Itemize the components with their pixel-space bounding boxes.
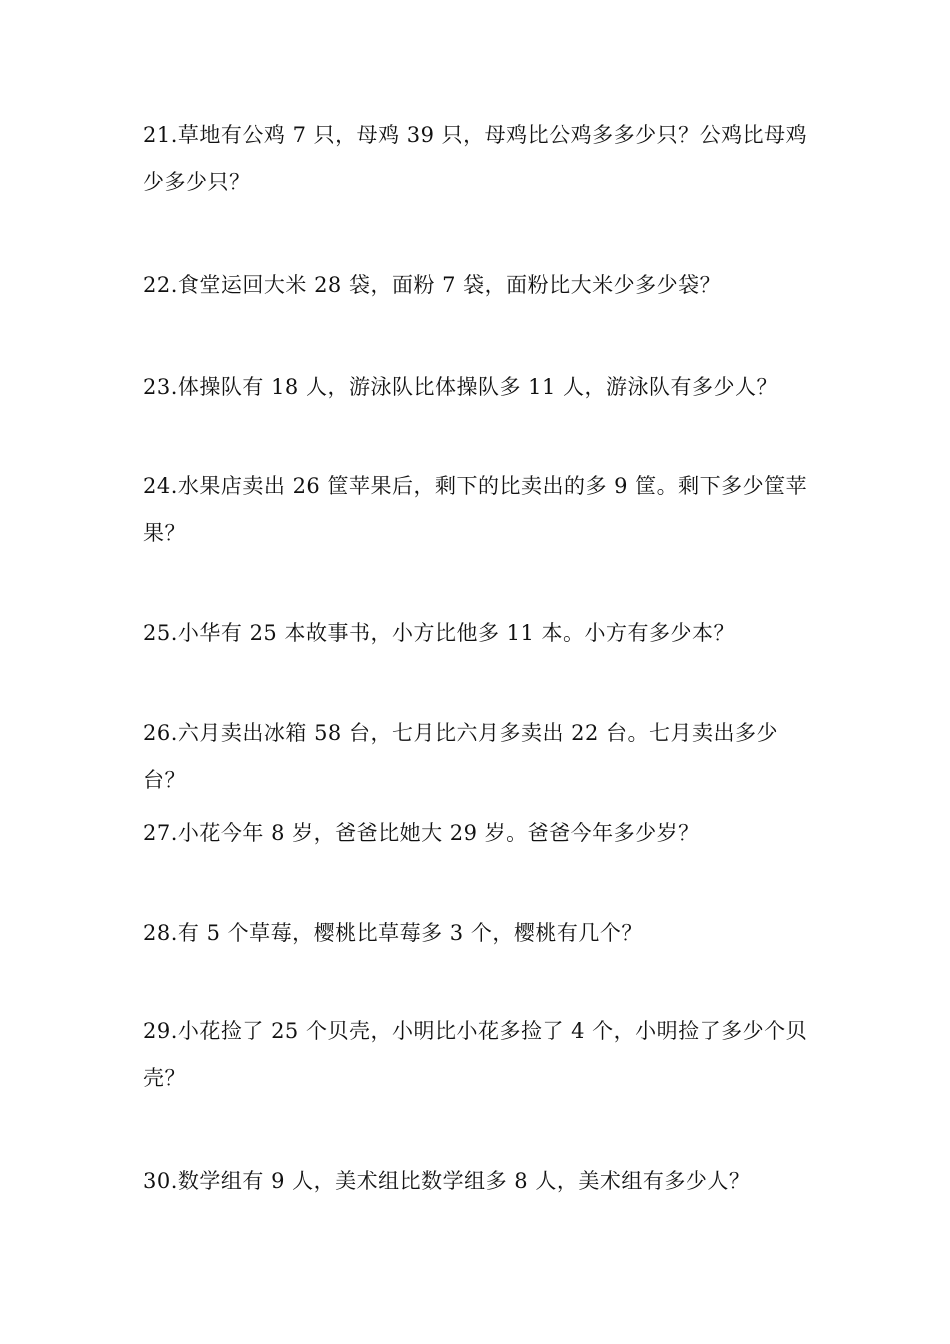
word-problem-29: 29.小花捡了 25 个贝壳，小明比小花多捡了 4 个，小明捡了多少个贝壳？ bbox=[143, 1019, 808, 1090]
word-problem-28: 28.有 5 个草莓，樱桃比草莓多 3 个，樱桃有几个？ bbox=[143, 921, 643, 945]
word-problem-23: 23.体操队有 18 人，游泳队比体操队多 11 人，游泳队有多少人？ bbox=[143, 375, 779, 399]
word-problem-26: 26.六月卖出冰箱 58 台，七月比六月多卖出 22 台。七月卖出多少台？ bbox=[143, 721, 779, 792]
word-problem-30: 30.数学组有 9 人，美术组比数学组多 8 人，美术组有多少人？ bbox=[143, 1169, 751, 1193]
word-problem-27: 27.小花今年 8 岁，爸爸比她大 29 岁。爸爸今年多少岁？ bbox=[143, 821, 700, 845]
word-problem-21: 21.草地有公鸡 7 只，母鸡 39 只，母鸡比公鸡多多少只？公鸡比母鸡少多少只？ bbox=[143, 123, 808, 194]
word-problem-22: 22.食堂运回大米 28 袋，面粉 7 袋，面粉比大米少多少袋？ bbox=[143, 273, 722, 297]
word-problem-24: 24.水果店卖出 26 筐苹果后，剩下的比卖出的多 9 筐。剩下多少筐苹果？ bbox=[143, 474, 808, 545]
word-problem-25: 25.小华有 25 本故事书，小方比他多 11 本。小方有多少本？ bbox=[143, 621, 736, 645]
